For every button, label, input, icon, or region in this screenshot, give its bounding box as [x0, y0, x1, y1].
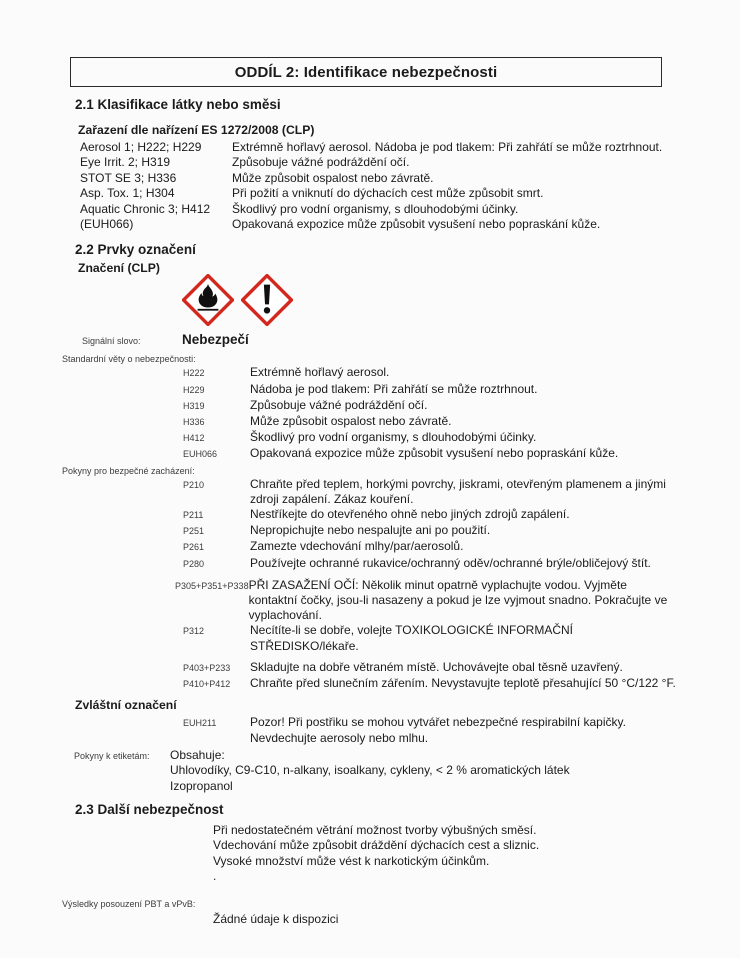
statement-code: H319: [183, 400, 205, 411]
statement-code: P211: [183, 510, 204, 521]
precautionary-statement-row: [0, 578, 740, 624]
statement-text: Nádoba je pod tlakem: Při zahřátí se může roztrhnout.: [250, 381, 538, 396]
classification-row: [0, 217, 740, 232]
contains-line: Obsahuje:: [170, 747, 225, 762]
hazard-statement-list: [0, 365, 740, 462]
classification-code: Aerosol 1; H222; H229: [80, 140, 202, 154]
hazard-statement-row: [0, 446, 740, 462]
statement-text: Nestříkejte do otevřeného ohně nebo jiných zdrojů zapálení.: [250, 507, 570, 522]
statement-code: P251: [183, 526, 205, 537]
label-instructions-label: Pokyny k etiketám:: [74, 750, 150, 761]
precautionary-statement-row: [0, 623, 740, 653]
classification-text: Opakovaná expozice může způsobit vysušení nebo popraskání kůže.: [232, 217, 601, 232]
statement-code: P280: [183, 558, 205, 569]
precautionary-statement-row: [0, 523, 740, 539]
classification-code: STOT SE 3; H336: [80, 170, 177, 185]
precautionary-statement-row: [0, 556, 740, 572]
hazard-statement-row: [0, 365, 740, 381]
statement-text: Způsobuje vážné podráždění očí.: [250, 397, 428, 412]
classification-text: Při požití a vniknutí do dýchacích cest může způsobit smrt.: [232, 186, 544, 201]
precautionary-statement-row: [0, 660, 740, 676]
precautionary-label: Pokyny pro bezpečné zacházení:: [62, 465, 195, 476]
statement-text: Extrémně hořlavý aerosol.: [250, 365, 390, 380]
hazard-statements-label: Standardní věty o nebezpečnosti:: [62, 354, 196, 365]
precautionary-statement-row: [0, 507, 740, 523]
classification-text: Škodlivý pro vodní organismy, s dlouhodobými účinky.: [232, 201, 519, 216]
statement-text: Chraňte před slunečním zářením. Nevystavujte teplotě přesahující 50 °C/122 °F.: [250, 676, 676, 691]
labeling-subheading: Značení (CLP): [78, 261, 160, 276]
label-instructions-content: [170, 748, 710, 794]
classification-row: [0, 155, 740, 170]
statement-code: H412: [183, 433, 205, 444]
other-hazard-line: Vysoké množství může vést k narkotickým účinkům.: [213, 853, 490, 868]
statement-text: Pozor! Při postřiku se mohou vytvářet nebezpečné respirabilní kapičky. Nevdechujte aerosoly nebo mlhu.: [250, 715, 626, 745]
special-labeling-heading: Zvláštní označení: [75, 698, 177, 713]
ghs-pictogram-row: [182, 274, 740, 326]
classification-code: Eye Irrit. 2; H319: [80, 155, 171, 170]
statement-text: Chraňte před teplem, horkými povrchy, jiskrami, otevřeným plamenem a jinými zdroji zapálení. Zákaz kouření.: [250, 476, 666, 506]
statement-code: P261: [183, 542, 205, 553]
heading-2-2: 2.2 Prvky označení: [75, 242, 196, 258]
statement-code: P312: [183, 626, 205, 637]
statement-text: Používejte ochranné rukavice/ochranný oděv/ochranné brýle/obličejový štít.: [250, 555, 651, 570]
statement-text: PŘI ZASAŽENÍ OČÍ: Několik minut opatrně vyplachujte vodou. Vyjměte kontaktní čočky, jsou-li nasazeny a pokud je lze vyjmout snadno. Pokračujte ve vyplachování.: [248, 577, 668, 623]
hazard-statement-row: [0, 398, 740, 414]
signal-word-row: [0, 332, 740, 347]
statement-text: Opakovaná expozice může způsobit vysušení nebo popraskání kůže.: [250, 446, 619, 461]
ingredient-line: Izopropanol: [170, 778, 233, 793]
classification-subheading: Zařazení dle nařízení ES 1272/2008 (CLP): [78, 123, 315, 137]
classification-code: (EUH066): [80, 217, 134, 232]
other-hazard-line: Vdechování může způsobit dráždění dýchacích cest a sliznic.: [213, 838, 540, 853]
ingredients-line: Uhlovodíky, C9-C10, n-alkany, isoalkany, cykleny, < 2 % aromatických látek: [170, 763, 570, 778]
precautionary-statement-row: [0, 477, 740, 507]
other-hazard-line: Při nedostatečném větrání možnost tvorby výbušných směsí.: [213, 822, 537, 837]
statement-code: P410+P412: [183, 679, 231, 690]
heading-2-1: 2.1 Klasifikace látky nebo směsi: [75, 97, 281, 112]
statement-text: Může způsobit ospalost nebo závratě.: [250, 414, 452, 429]
statement-text: Zamezte vdechování mlhy/par/aerosolů.: [250, 539, 464, 554]
precautionary-statement-list: [0, 477, 740, 693]
classification-code: Aquatic Chronic 3; H412: [80, 201, 211, 216]
statement-code: H336: [183, 417, 205, 428]
statement-code: H222: [183, 368, 205, 379]
precautionary-statement-row: [0, 539, 740, 555]
classification-row: [0, 140, 740, 155]
classification-row: [0, 202, 740, 217]
hazard-statement-row: [0, 382, 740, 398]
statement-code: P210: [183, 479, 205, 490]
classification-text: Způsobuje vážné podráždění očí.: [232, 155, 410, 170]
classification-list: [0, 140, 740, 232]
statement-code: EUH066: [183, 449, 218, 460]
special-statement-row: [0, 715, 740, 745]
other-hazard-line: .: [213, 869, 217, 884]
section-title-box: [70, 57, 662, 87]
other-hazards-text: [0, 823, 683, 885]
signal-word-label: Signální slovo:: [82, 336, 141, 347]
ghs-flame-pictogram-icon: [182, 274, 234, 326]
statement-text: Škodlivý pro vodní organismy, s dlouhodobými účinky.: [250, 430, 537, 445]
precautionary-statement-row: [0, 676, 740, 692]
hazard-statement-row: [0, 430, 740, 446]
label-instructions-row: [0, 748, 740, 794]
statement-code: H229: [183, 384, 205, 395]
classification-text: Může způsobit ospalost nebo závratě.: [232, 170, 434, 185]
statement-text: Skladujte na dobře větraném místě. Uchovávejte obal těsně uzavřený.: [250, 659, 623, 674]
statement-code: P403+P233: [183, 662, 231, 673]
ghs-exclamation-pictogram-icon: [241, 274, 293, 326]
classification-code: Asp. Tox. 1; H304: [80, 186, 175, 201]
classification-row: [0, 186, 740, 201]
signal-word: Nebezpečí: [182, 332, 249, 348]
classification-text: Extrémně hořlavý aerosol. Nádoba je pod tlakem: Při zahřátí se může roztrhnout.: [232, 140, 663, 154]
section-title: ODDÍL 2: Identifikace nebezpečnosti: [234, 63, 498, 81]
pbt-assessment-label: Výsledky posouzení PBT a vPvB:: [62, 898, 196, 909]
hazard-statement-row: [0, 414, 740, 430]
statement-code: P305+P351+P338: [175, 580, 249, 591]
heading-2-3: 2.3 Další nebezpečnost: [75, 801, 224, 817]
statement-text: Necítíte-li se dobře, volejte TOXIKOLOGICKÉ INFORMAČNÍ STŘEDISKO/lékaře.: [250, 623, 573, 653]
statement-code: EUH211: [183, 718, 217, 729]
statement-text: Nepropichujte nebo nespalujte ani po použití.: [250, 523, 491, 538]
pbt-assessment-text: Žádné údaje k dispozici: [213, 911, 339, 926]
classification-row: [0, 171, 740, 186]
